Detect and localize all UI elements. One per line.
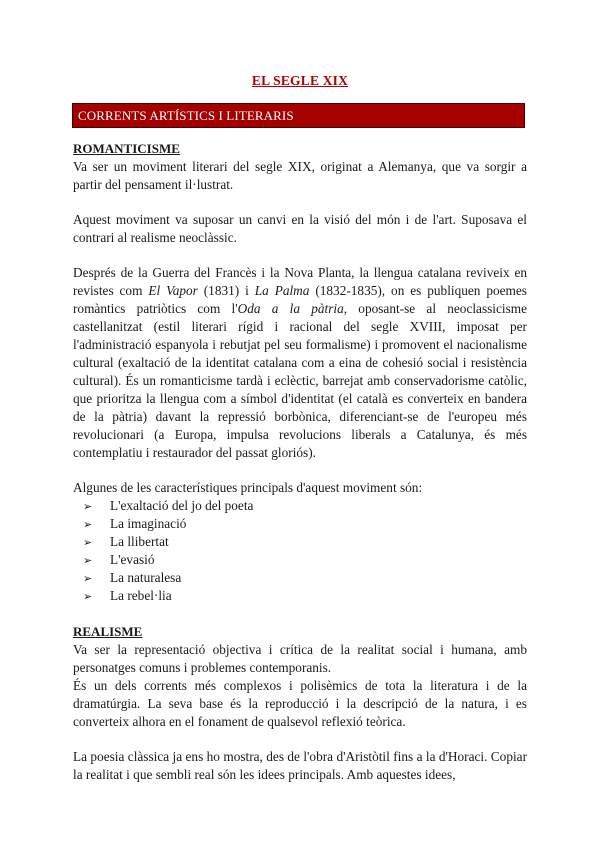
list-item-label: La llibertat <box>110 534 169 549</box>
list-item <box>83 515 527 533</box>
list-item-label: L'exaltació del jo del poeta <box>110 498 254 513</box>
list-item <box>83 551 527 569</box>
list-item <box>83 569 527 587</box>
list-item-label: L'evasió <box>110 552 155 567</box>
characteristics-list <box>73 497 527 605</box>
romanticisme-heading: ROMANTICISME <box>73 141 180 156</box>
paragraph-text: (1832-1835), on es publiquen poemes romàntics patriòtics com l' <box>73 283 527 316</box>
arrow-bullet-icon: ➢ <box>83 518 93 531</box>
list-item <box>83 533 527 551</box>
romanticisme-paragraph-3 <box>73 264 527 462</box>
journal-title-el-vapor: El Vapor <box>148 283 198 298</box>
realisme-paragraph-1: Va ser la representació objectiva i crítica de la realitat social i humana, amb personatges comuns i problemes contemporanis. <box>73 642 527 675</box>
paragraph-text: , oposant-se al neoclassicisme castellanitzat (estil literari rígid i racional del segle XVIII, imposat per l'administració espanyola i rebutjat pel seu formalisme) i promovent el nacionalisme cultural (exaltació de la identitat catalana com a eina de cohesió social i resistència cultural). És un romanticisme tardà i eclèctic, barrejat amb conservadorisme catòlic, que prioritza la llengua com a símbol d'identitat (el català es converteix en bandera de la pàtria) davant la repressió borbònica, diferenciant-se de l'europeu més revolucionari (a Europa, impulsa revolucions liberals a Catalunya, és més contemplatiu i restaurador del passat gloriós). <box>73 301 528 460</box>
page-title: EL SEGLE XIX <box>251 73 349 88</box>
arrow-bullet-icon: ➢ <box>83 500 93 513</box>
romanticisme-paragraph-2: Aquest moviment va suposar un canvi en la visió del món i de l'art. Suposava el contrari al realisme neoclàssic. <box>73 212 527 245</box>
list-item-label: La rebel·lia <box>110 588 172 603</box>
realisme-paragraph-2: És un dels corrents més complexos i polisèmics de tota la literatura i de la dramatúrgia. La seva base és la reproducció i la descripció de la natura, i es converteix alhora en el fonament de qualsevol reflexió teòrica. <box>73 678 527 729</box>
poem-title-oda: Oda a la pàtria <box>237 301 344 316</box>
journal-title-la-palma: La Palma <box>254 283 310 298</box>
document-body <box>73 140 527 784</box>
paragraph-text: (1831) i <box>197 283 255 298</box>
list-item <box>83 497 527 515</box>
arrow-bullet-icon: ➢ <box>83 590 93 603</box>
arrow-bullet-icon: ➢ <box>83 554 93 567</box>
realisme-paragraph-3: La poesia clàssica ja ens ho mostra, des de l'obra d'Aristòtil fins a la d'Horaci. Copiar la realitat i que sembli real són les idees principals. Amb aquestes idees, <box>73 749 527 782</box>
paragraph-text: Després de la Guerra del Francès i la Nova Planta, la llengua catalana reviveix en revistes com <box>73 265 527 298</box>
section-banner: CORRENTS ARTÍSTICS I LITERARIS <box>72 103 525 128</box>
list-item-label: La imaginació <box>110 516 187 531</box>
arrow-bullet-icon: ➢ <box>83 572 93 585</box>
list-item-label: La naturalesa <box>110 570 182 585</box>
romanticisme-paragraph-1: Va ser un moviment literari del segle XIX, originat a Alemanya, que va sorgir a partir del pensament il·lustrat. <box>73 159 527 192</box>
characteristics-intro: Algunes de les característiques principals d'aquest moviment són: <box>73 480 423 495</box>
list-item <box>83 587 527 605</box>
arrow-bullet-icon: ➢ <box>83 536 93 549</box>
realisme-heading: REALISME <box>73 624 143 639</box>
